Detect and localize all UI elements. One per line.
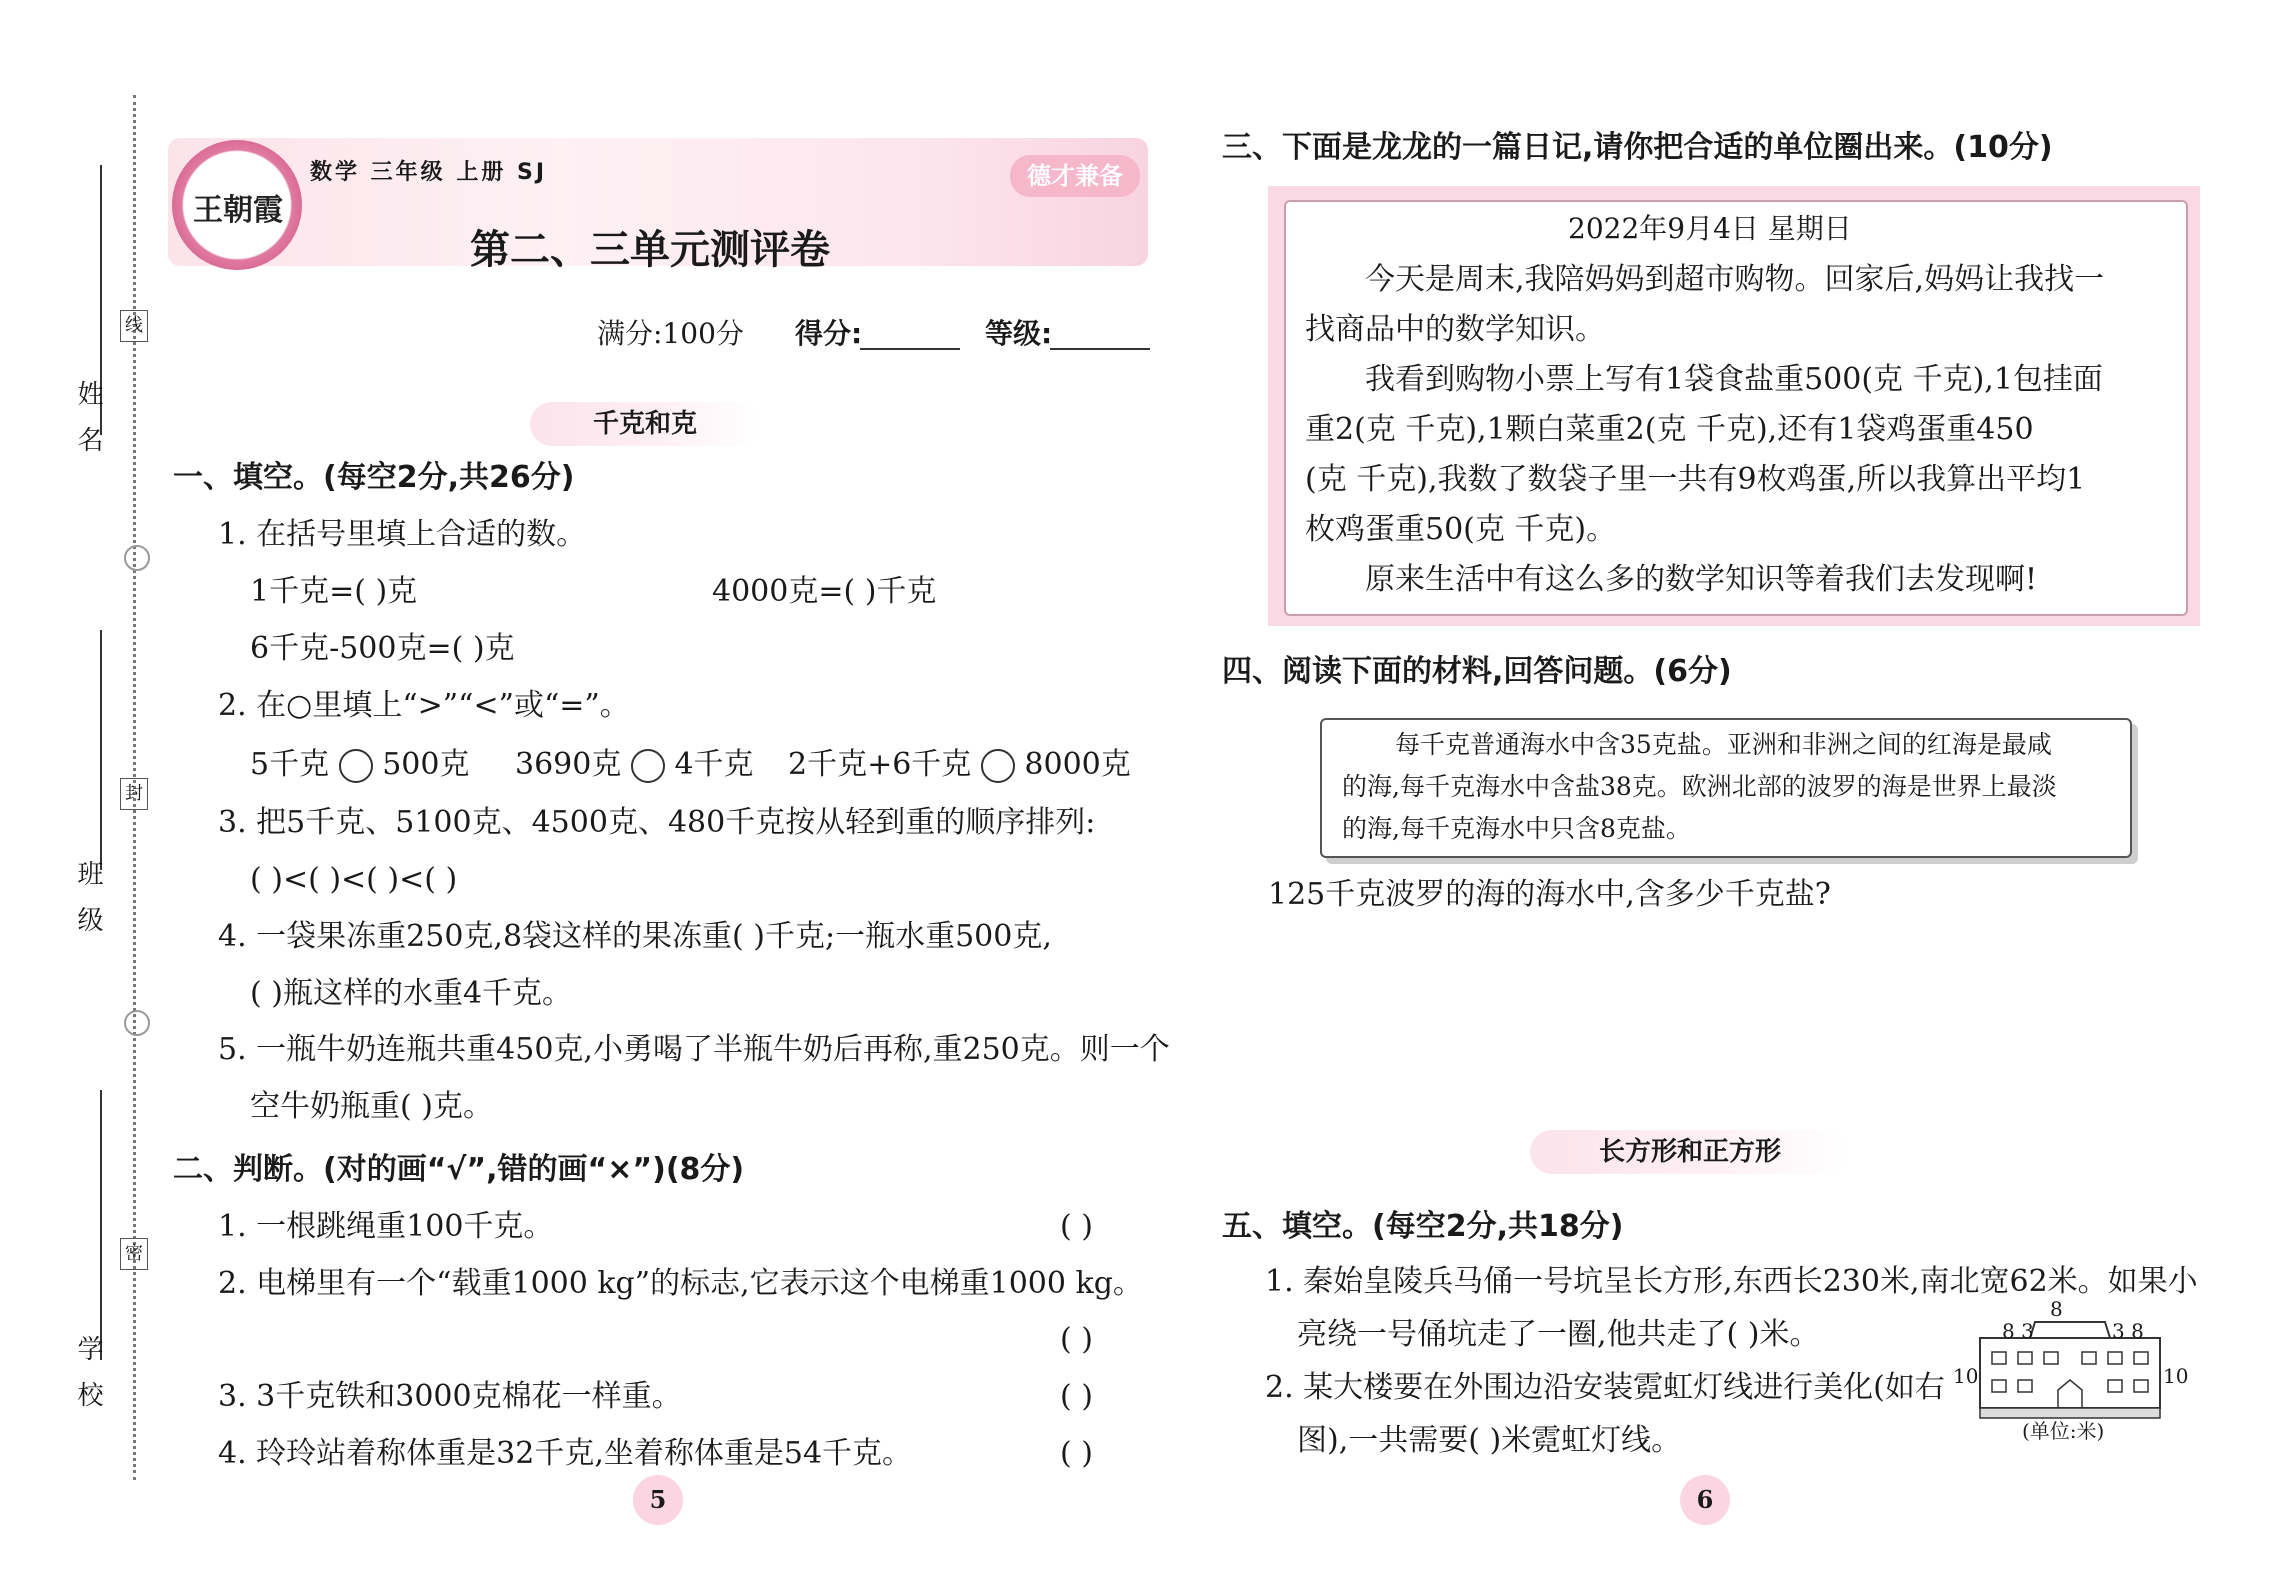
question-text: 4. 玲玲站着称体重是32千克,坐着称体重是54千克。 bbox=[218, 1436, 913, 1471]
question-heading: 二、判断。(对的画“√”,错的画“×”)(8分) bbox=[173, 1152, 745, 1187]
page-number: 6 bbox=[1680, 1475, 1730, 1525]
question-item[interactable]: 6千克-500克=( )克 bbox=[250, 631, 515, 666]
compare-circle[interactable] bbox=[631, 749, 665, 783]
cut-mark: 线 bbox=[120, 310, 148, 342]
figure-label: 8 bbox=[2050, 1297, 2063, 1321]
question-text[interactable]: 图),一共需要( )米霓虹灯线。 bbox=[1297, 1423, 1682, 1458]
compare-right: 500克 bbox=[382, 747, 470, 782]
full-score: 满分:100分 bbox=[597, 317, 744, 350]
material-line: 每千克普通海水中含35克盐。亚洲和非洲之间的红海是最咸 bbox=[1395, 730, 2052, 759]
compare-left: 3690克 bbox=[515, 747, 622, 782]
question-item[interactable]: ( )<( )<( )<( ) bbox=[250, 862, 458, 897]
question-text: 5. 一瓶牛奶连瓶共重450克,小勇喝了半瓶牛奶后再称,重250克。则一个 bbox=[218, 1032, 1170, 1067]
diary-line: 原来生活中有这么多的数学知识等着我们去发现啊! bbox=[1365, 562, 2038, 597]
answer-area[interactable] bbox=[1268, 930, 2168, 1130]
question-text: 2. 在○里填上“>”“<”或“=”。 bbox=[218, 688, 630, 723]
question-text: 2. 某大楼要在外围边沿安装霓虹灯线进行美化(如右 bbox=[1265, 1370, 1945, 1405]
material-line: 的海,每千克海水中只含8克盐。 bbox=[1342, 814, 1691, 843]
score-label: 得分: bbox=[795, 317, 863, 350]
compare-right: 8000克 bbox=[1024, 747, 1131, 782]
figure-label: 10 bbox=[1953, 1364, 1979, 1388]
compare-right: 4千克 bbox=[674, 747, 754, 782]
building-base bbox=[1980, 1408, 2160, 1418]
compare-circle[interactable] bbox=[339, 749, 373, 783]
school-underline bbox=[100, 1090, 102, 1360]
page-number: 5 bbox=[633, 1475, 683, 1525]
diary-line[interactable]: (克 千克),我数了数袋子里一共有9枚鸡蛋,所以我算出平均1 bbox=[1305, 462, 2086, 497]
section-ribbon: 千克和克 bbox=[530, 402, 760, 446]
score-blank[interactable] bbox=[860, 348, 960, 350]
question-heading: 一、填空。(每空2分,共26分) bbox=[173, 460, 575, 495]
answer-paren[interactable]: ( ) bbox=[1060, 1322, 1093, 1357]
grade-blank[interactable] bbox=[1050, 348, 1150, 350]
question-text: 2. 电梯里有一个“载重1000 kg”的标志,它表示这个电梯重1000 kg。 bbox=[218, 1266, 1143, 1301]
section-ribbon: 长方形和正方形 bbox=[1530, 1130, 1850, 1174]
question-text: 1. 秦始皇陵兵马俑一号坑呈长方形,东西长230米,南北宽62米。如果小 bbox=[1265, 1264, 2198, 1299]
school-label: 学 校 bbox=[73, 1335, 103, 1414]
cut-mark: 封 bbox=[120, 778, 148, 810]
question-text[interactable]: 亮绕一号俑坑走了一圈,他共走了( )米。 bbox=[1297, 1317, 1820, 1352]
question-heading: 五、填空。(每空2分,共18分) bbox=[1222, 1209, 1624, 1244]
answer-paren[interactable]: ( ) bbox=[1060, 1379, 1093, 1414]
figure-unit: (单位:米) bbox=[2022, 1419, 2105, 1443]
question-text[interactable]: 空牛奶瓶重( )克。 bbox=[250, 1089, 493, 1124]
question-text: 3. 把5千克、5100克、4500克、480千克按从轻到重的顺序排列: bbox=[218, 805, 1096, 840]
building-windows bbox=[1992, 1352, 2148, 1408]
diary-line: 找商品中的数学知识。 bbox=[1305, 312, 1605, 347]
figure-label: 10 bbox=[2163, 1364, 2189, 1388]
diary-line[interactable]: 枚鸡蛋重50(克 千克)。 bbox=[1305, 512, 1617, 547]
question-text: 1. 在括号里填上合适的数。 bbox=[218, 517, 587, 552]
cut-mark: 密 bbox=[120, 1238, 148, 1270]
binding-hole bbox=[124, 545, 150, 571]
question-item[interactable]: 4000克=( )千克 bbox=[712, 574, 937, 609]
question-text: 3. 3千克铁和3000克棉花一样重。 bbox=[218, 1379, 682, 1414]
binding-hole bbox=[124, 1010, 150, 1036]
question-item[interactable]: 1千克=( )克 bbox=[250, 574, 418, 609]
compare-circle[interactable] bbox=[981, 749, 1015, 783]
material-line: 的海,每千克海水中含盐38克。欧洲北部的波罗的海是世界上最淡 bbox=[1342, 772, 2057, 801]
badge: 德才兼备 bbox=[1010, 155, 1140, 197]
question-text: 125千克波罗的海的海水中,含多少千克盐? bbox=[1268, 877, 1831, 912]
page-title: 第二、三单元测评卷 bbox=[470, 227, 830, 273]
compare-left: 5千克 bbox=[250, 747, 330, 782]
question-text: 1. 一根跳绳重100千克。 bbox=[218, 1209, 554, 1244]
compare-item bbox=[250, 745, 469, 785]
answer-paren[interactable]: ( ) bbox=[1060, 1209, 1093, 1244]
diary-line: 今天是周末,我陪妈妈到超市购物。回家后,妈妈让我找一 bbox=[1365, 262, 2105, 297]
diary-line[interactable]: 我看到购物小票上写有1袋食盐重500(克 千克),1包挂面 bbox=[1365, 362, 2103, 397]
question-heading: 三、下面是龙龙的一篇日记,请你把合适的单位圈出来。(10分) bbox=[1222, 130, 2053, 165]
diary-date: 2022年9月4日 星期日 bbox=[1568, 212, 1852, 245]
building-body bbox=[1980, 1338, 2160, 1408]
name-label: 姓 名 bbox=[73, 380, 103, 459]
compare-item bbox=[515, 745, 754, 785]
class-label: 班 级 bbox=[73, 860, 103, 939]
figure-label: 3 8 bbox=[2112, 1319, 2144, 1343]
question-text[interactable]: ( )瓶这样的水重4千克。 bbox=[250, 976, 573, 1011]
grade-label: 等级: bbox=[985, 317, 1053, 350]
answer-paren[interactable]: ( ) bbox=[1060, 1436, 1093, 1471]
subject-line: 数学 三年级 上册 SJ bbox=[310, 160, 548, 185]
building-roof bbox=[2030, 1322, 2110, 1338]
question-heading: 四、阅读下面的材料,回答问题。(6分) bbox=[1222, 654, 1732, 689]
compare-left: 2千克+6千克 bbox=[788, 747, 972, 782]
question-text[interactable]: 4. 一袋果冻重250克,8袋这样的果冻重( )千克;一瓶水重500克, bbox=[218, 919, 1052, 954]
compare-item bbox=[788, 745, 1131, 785]
class-underline bbox=[100, 630, 102, 870]
logo-text: 王朝霞 bbox=[193, 193, 283, 228]
diary-line[interactable]: 重2(克 千克),1颗白菜重2(克 千克),还有1袋鸡蛋重450 bbox=[1305, 412, 2034, 447]
figure-label: 8 3 bbox=[2002, 1319, 2034, 1343]
